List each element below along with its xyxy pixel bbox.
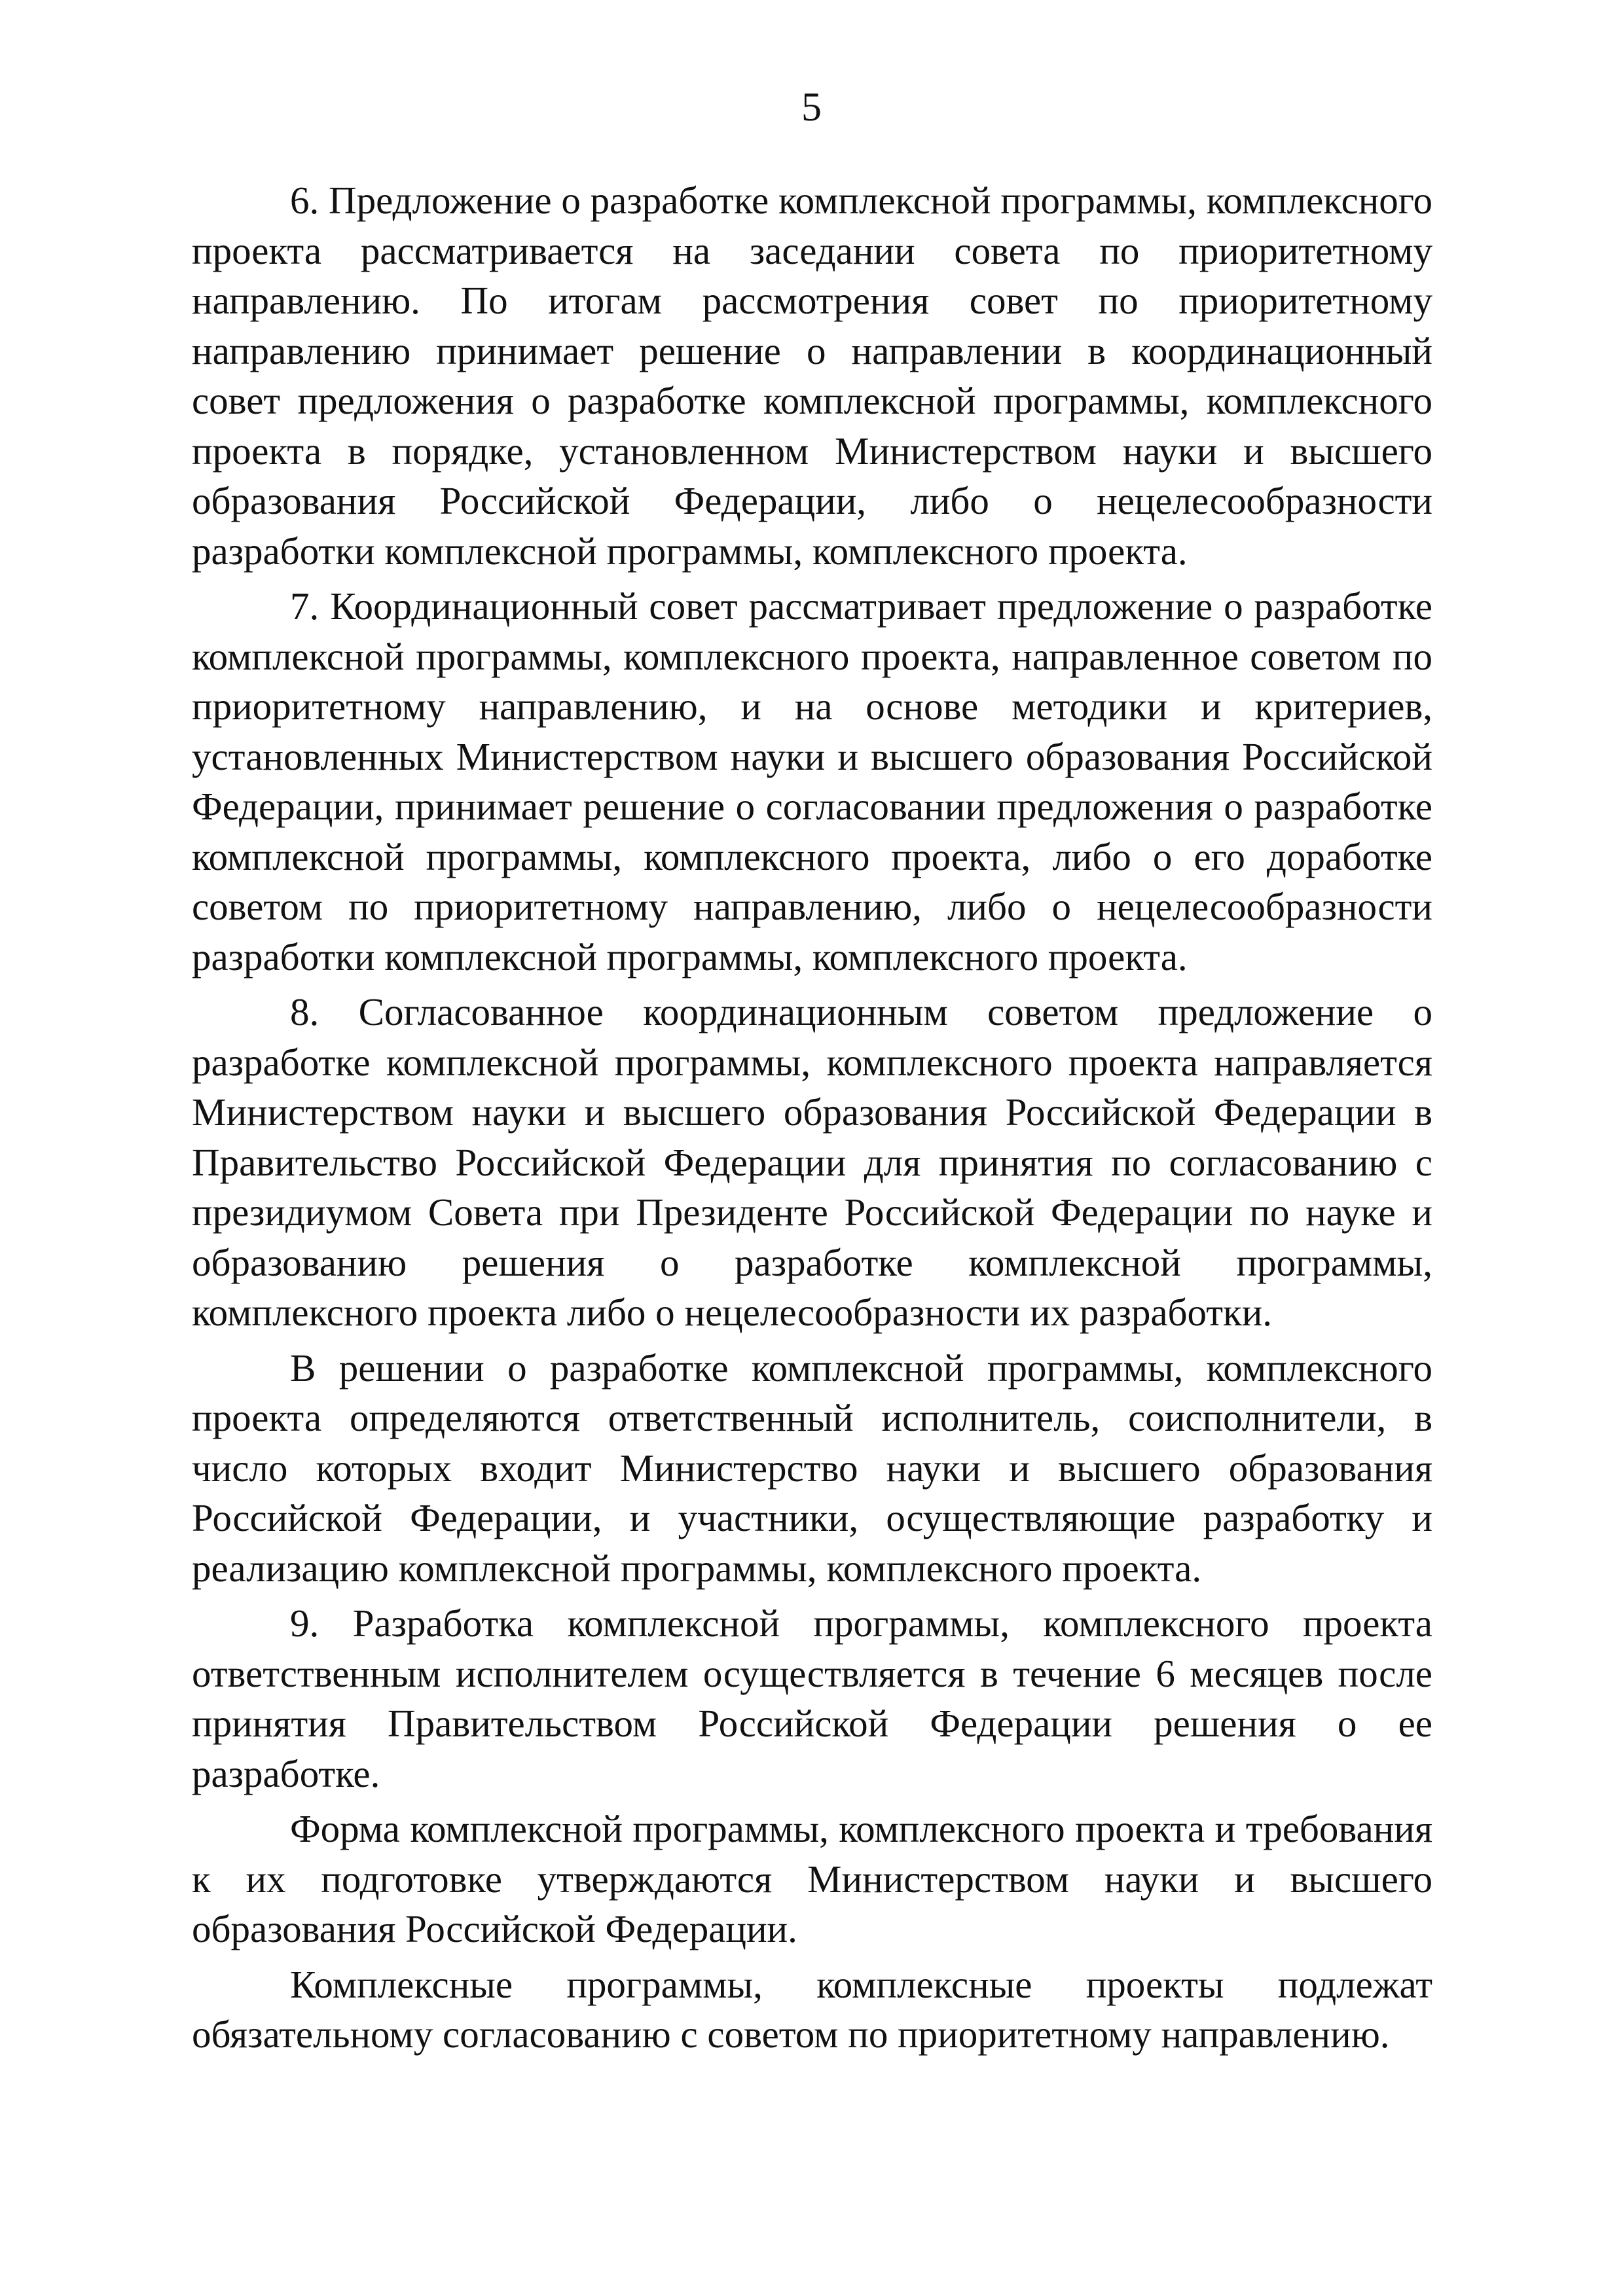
page-number: 5 xyxy=(801,85,822,130)
paragraph-decision-contents: В решении о разработке комплексной программы, комплексного проекта определяются ответственный исполнитель, соисполнители, в число которых входит Министерство науки и высшего образования Российской Федерации, и участники, осуществляющие разработку и реализацию комплексной программы, комплексного проекта. xyxy=(192,1346,1432,1590)
paragraph-9: 9. Разработка комплексной программы, комплексного проекта ответственным исполнителем осуществляется в течение 6 месяцев после принятия Правительством Российской Федерации решения о ее разработке. xyxy=(192,1602,1432,1795)
paragraph-8: 8. Согласованное координационным советом предложение о разработке комплексной программы, комплексного проекта направляется Министерством науки и высшего образования Российской Федерации в Правительство Российской Федерации для принятия по согласованию с президиумом Совета при Президенте Российской Федерации по науке и образованию решения о разработке комплексной программы, комплексного проекта либо о нецелесообразности их разработки. xyxy=(192,990,1432,1334)
paragraph-7: 7. Координационный совет рассматривает предложение о разработке комплексной программы, комплексного проекта, направленное советом по приоритетному направлению, и на основе методики и критериев, установленных Министерством науки и высшего образования Российской Федерации, принимает решение о согласовании предложения о разработке комплексной программы, комплексного проекта, либо о его доработке советом по приоритетному направлению, либо о нецелесообразности разработки комплексной программы, комплексного проекта. xyxy=(192,584,1432,978)
document-body xyxy=(192,175,1432,2060)
paragraph-mandatory-approval: Комплексные программы, комплексные проекты подлежат обязательному согласованию с советом по приоритетному направлению. xyxy=(192,1962,1432,2056)
paragraph-6: 6. Предложение о разработке комплексной программы, комплексного проекта рассматривается на заседании совета по приоритетному направлению. По итогам рассмотрения совет по приоритетному направлению принимает решение о направлении в координационный совет предложения о разработке комплексной программы, комплексного проекта в порядке, установленном Министерством науки и высшего образования Российской Федерации, либо о нецелесообразности разработки комплексной программы, комплексного проекта. xyxy=(192,179,1432,573)
paragraph-form-requirements: Форма комплексной программы, комплексного проекта и требования к их подготовке утверждаются Министерством науки и высшего образования Российской Федерации. xyxy=(192,1807,1432,1950)
